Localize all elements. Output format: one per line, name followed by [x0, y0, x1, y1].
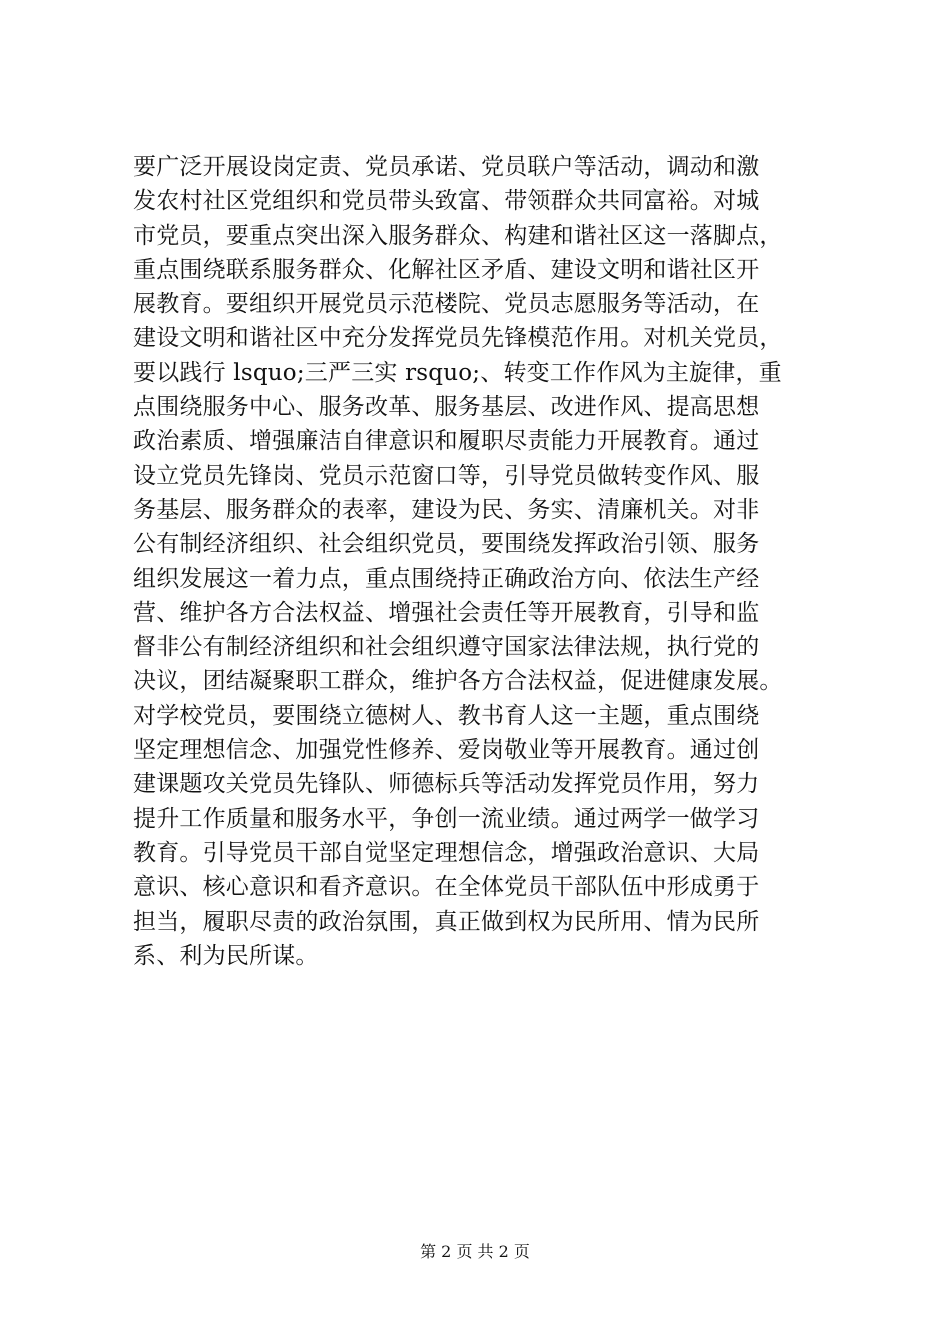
body-text-line: 提升工作质量和服务水平，争创一流业绩。通过两学一做学习	[133, 805, 760, 832]
body-text-line: 决议，团结凝聚职工群众，维护各方合法权益，促进健康发展。	[133, 668, 783, 695]
body-text-line: 意识、核心意识和看齐意识。在全体党员干部队伍中形成勇于	[133, 874, 760, 901]
body-text-line: 督非公有制经济组织和社会组织遵守国家法律法规，执行党的	[133, 634, 760, 661]
body-text-line: 发农村社区党组织和党员带头致富、带领群众共同富裕。对城	[133, 188, 760, 215]
body-text-line: 建课题攻关党员先锋队、师德标兵等活动发挥党员作用，努力	[133, 771, 760, 798]
body-text-line: 要以践行 lsquo;三严三实 rsquo;、转变工作作风为主旋律，重	[133, 359, 782, 386]
body-text-line: 政治素质、增强廉洁自律意识和履职尽责能力开展教育。通过	[133, 428, 760, 455]
body-text-line: 组织发展这一着力点，重点围绕持正确政治方向、依法生产经	[133, 565, 760, 592]
body-text-line: 坚定理想信念、加强党性修养、爱岗敬业等开展教育。通过创	[133, 737, 760, 764]
body-text-line: 要广泛开展设岗定责、党员承诺、党员联户等活动，调动和激	[133, 154, 760, 180]
body-text-line: 系、利为民所谋。	[133, 942, 319, 969]
body-text-line: 务基层、服务群众的表率，建设为民、务实、清廉机关。对非	[133, 496, 760, 523]
document-body	[133, 150, 823, 973]
body-text-line: 建设文明和谐社区中充分发挥党员先锋模范作用。对机关党员，	[133, 325, 783, 352]
body-text-line: 教育。引导党员干部自觉坚定理想信念，增强政治意识、大局	[133, 839, 760, 866]
page-number-footer: 第 2 页 共 2 页	[420, 1242, 530, 1261]
body-text-line: 对学校党员，要围绕立德树人、教书育人这一主题，重点围绕	[133, 702, 760, 729]
body-text-line: 点围绕服务中心、服务改革、服务基层、改进作风、提高思想	[133, 394, 760, 421]
body-text-line: 公有制经济组织、社会组织党员，要围绕发挥政治引领、服务	[133, 531, 760, 558]
body-text-line: 展教育。要组织开展党员示范楼院、党员志愿服务等活动，在	[133, 291, 760, 318]
body-text-line: 设立党员先锋岗、党员示范窗口等，引导党员做转变作风、服	[133, 462, 760, 489]
body-text-line: 市党员，要重点突出深入服务群众、构建和谐社区这一落脚点，	[133, 222, 783, 249]
body-text-line: 重点围绕联系服务群众、化解社区矛盾、建设文明和谐社区开	[133, 256, 760, 283]
body-text-line: 营、维护各方合法权益、增强社会责任等开展教育，引导和监	[133, 599, 760, 626]
body-text-line: 担当，履职尽责的政治氛围，真正做到权为民所用、情为民所	[133, 908, 760, 935]
